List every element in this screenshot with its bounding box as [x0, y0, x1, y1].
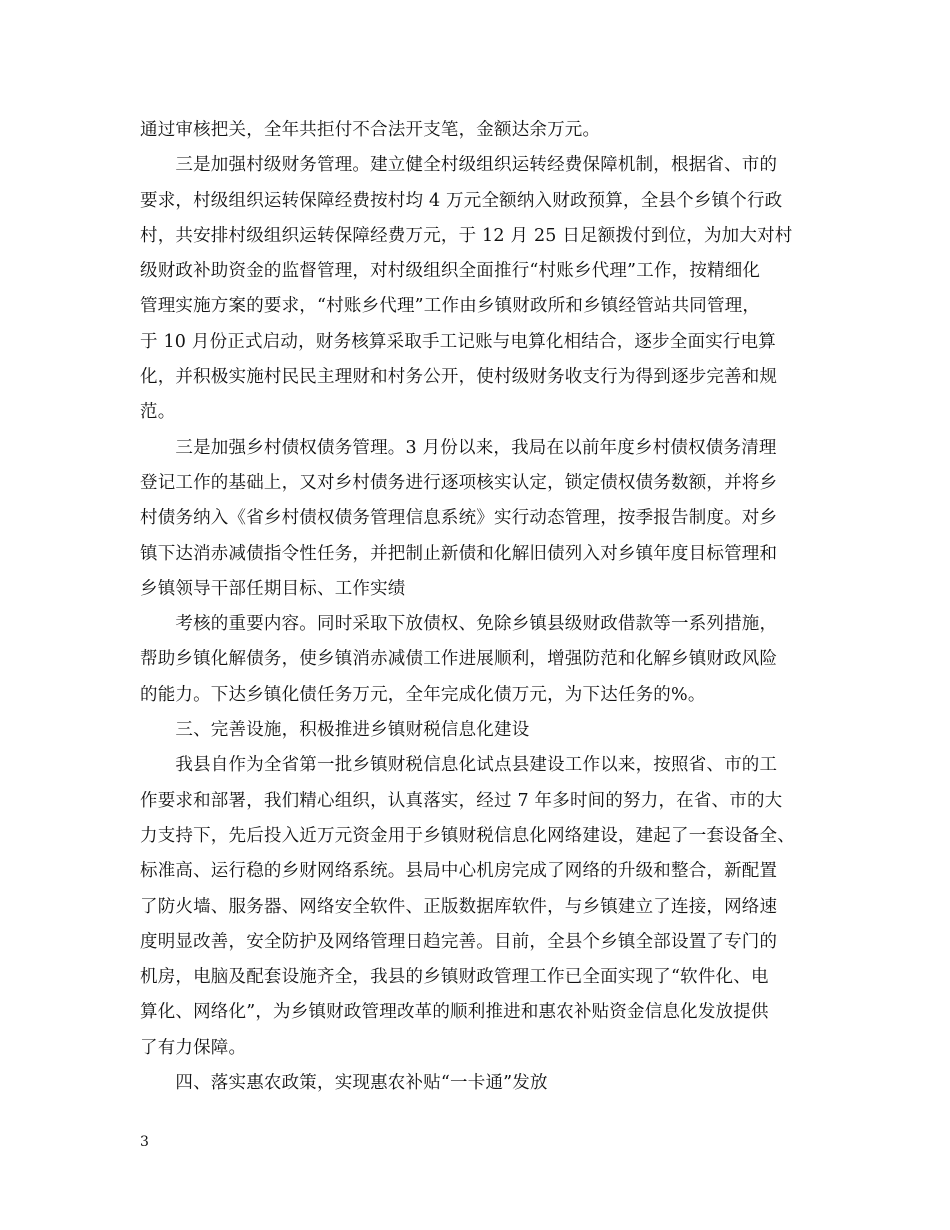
section-heading-subsidy — [140, 1066, 830, 1101]
text-line: 三是加强乡村债权债务管理。3 月份以来，我局在以前年度乡村债权债务清理 — [140, 437, 777, 458]
text-line: 村债务纳入《省乡村债权债务管理信息系统》实行动态管理，按季报告制度。对乡 — [140, 508, 778, 529]
text-line: 的能力。下达乡镇化债任务万元，全年完成化债万元，为下达任务的%。 — [140, 684, 706, 705]
text-line: 三、完善设施，积极推进乡镇财税信息化建设 — [140, 720, 530, 741]
paragraph-audit-close — [140, 113, 830, 148]
text-line: 镇下达消赤减债指令性任务，并把制止新债和化解旧债列入对乡镇年度目标管理和 — [140, 543, 778, 564]
text-line: 范。 — [140, 402, 176, 423]
text-line: 了有力保障。 — [140, 1037, 247, 1058]
section-heading-informatization — [140, 713, 830, 748]
text-line: 登记工作的基础上，又对乡村债务进行逐项核实认定，锁定债权债务数额，并将乡 — [140, 472, 778, 493]
text-line: 我县自作为全省第一批乡镇财税信息化试点县建设工作以来，按照省、市的工 — [140, 755, 778, 776]
text-line: 化，并积极实施村民民主理财和村务公开，使村级财务收支行为得到逐步完善和规 — [140, 367, 778, 388]
text-line: 帮助乡镇化解债务，使乡镇消赤减债工作进展顺利，增强防范和化解乡镇财政风险 — [140, 649, 778, 670]
paragraph-informatization — [140, 748, 830, 1066]
page-number: 3 — [140, 1134, 149, 1150]
text-line: 于 10 月份正式启动，财务核算采取手工记账与电算化相结合，逐步全面实行电算 — [140, 331, 776, 352]
text-line: 乡镇领导干部任期目标、工作实绩 — [140, 578, 406, 599]
text-line: 力支持下，先后投入近万元资金用于乡镇财税信息化网络建设，建起了一套设备全、 — [140, 825, 795, 846]
paragraph-assessment — [140, 607, 830, 713]
text-line: 管理实施方案的要求，“村账乡代理”工作由乡镇财政所和乡镇经管站共同管理， — [140, 296, 761, 317]
paragraph-debt-management — [140, 431, 830, 607]
text-line: 算化、网络化”，为乡镇财政管理改革的顺利推进和惠农补贴资金信息化发放提供 — [140, 1002, 769, 1023]
text-line: 四、落实惠农政策，实现惠农补贴“一卡通”发放 — [140, 1073, 548, 1094]
text-line: 考核的重要内容。同时采取下放债权、免除乡镇县级财政借款等一系列措施， — [140, 614, 778, 635]
text-line: 三是加强村级财务管理。建立健全村级组织运转经费保障机制，根据省、市的 — [140, 155, 778, 176]
text-line: 标准高、运行稳的乡财网络系统。县局中心机房完成了网络的升级和整合，新配置 — [140, 861, 778, 882]
text-line: 通过审核把关，全年共拒付不合法开支笔，金额达余万元。 — [140, 120, 601, 140]
text-line: 村，共安排村级组织运转保障经费万元，于 12 月 25 日足额拨付到位，为加大对村 — [140, 225, 793, 246]
paragraph-village-finance — [140, 148, 830, 430]
text-line: 要求，村级组织运转保障经费按村均 4 万元全额纳入财政预算，全县个乡镇个行政 — [140, 190, 783, 211]
text-line: 了防火墙、服务器、网络安全软件、正版数据库软件，与乡镇建立了连接，网络速 — [140, 896, 778, 917]
text-line: 机房，电脑及配套设施齐全，我县的乡镇财政管理工作已全面实现了“软件化、电 — [140, 967, 769, 988]
text-line: 度明显改善，安全防护及网络管理日趋完善。目前，全县个乡镇全部设置了专门的 — [140, 931, 778, 952]
text-line: 作要求和部署，我们精心组织，认真落实，经过 7 年多时间的努力，在省、市的大 — [140, 790, 783, 811]
text-line: 级财政补助资金的监督管理，对村级组织全面推行“村账乡代理”工作，按精细化 — [140, 261, 761, 282]
body-text — [140, 113, 830, 1101]
